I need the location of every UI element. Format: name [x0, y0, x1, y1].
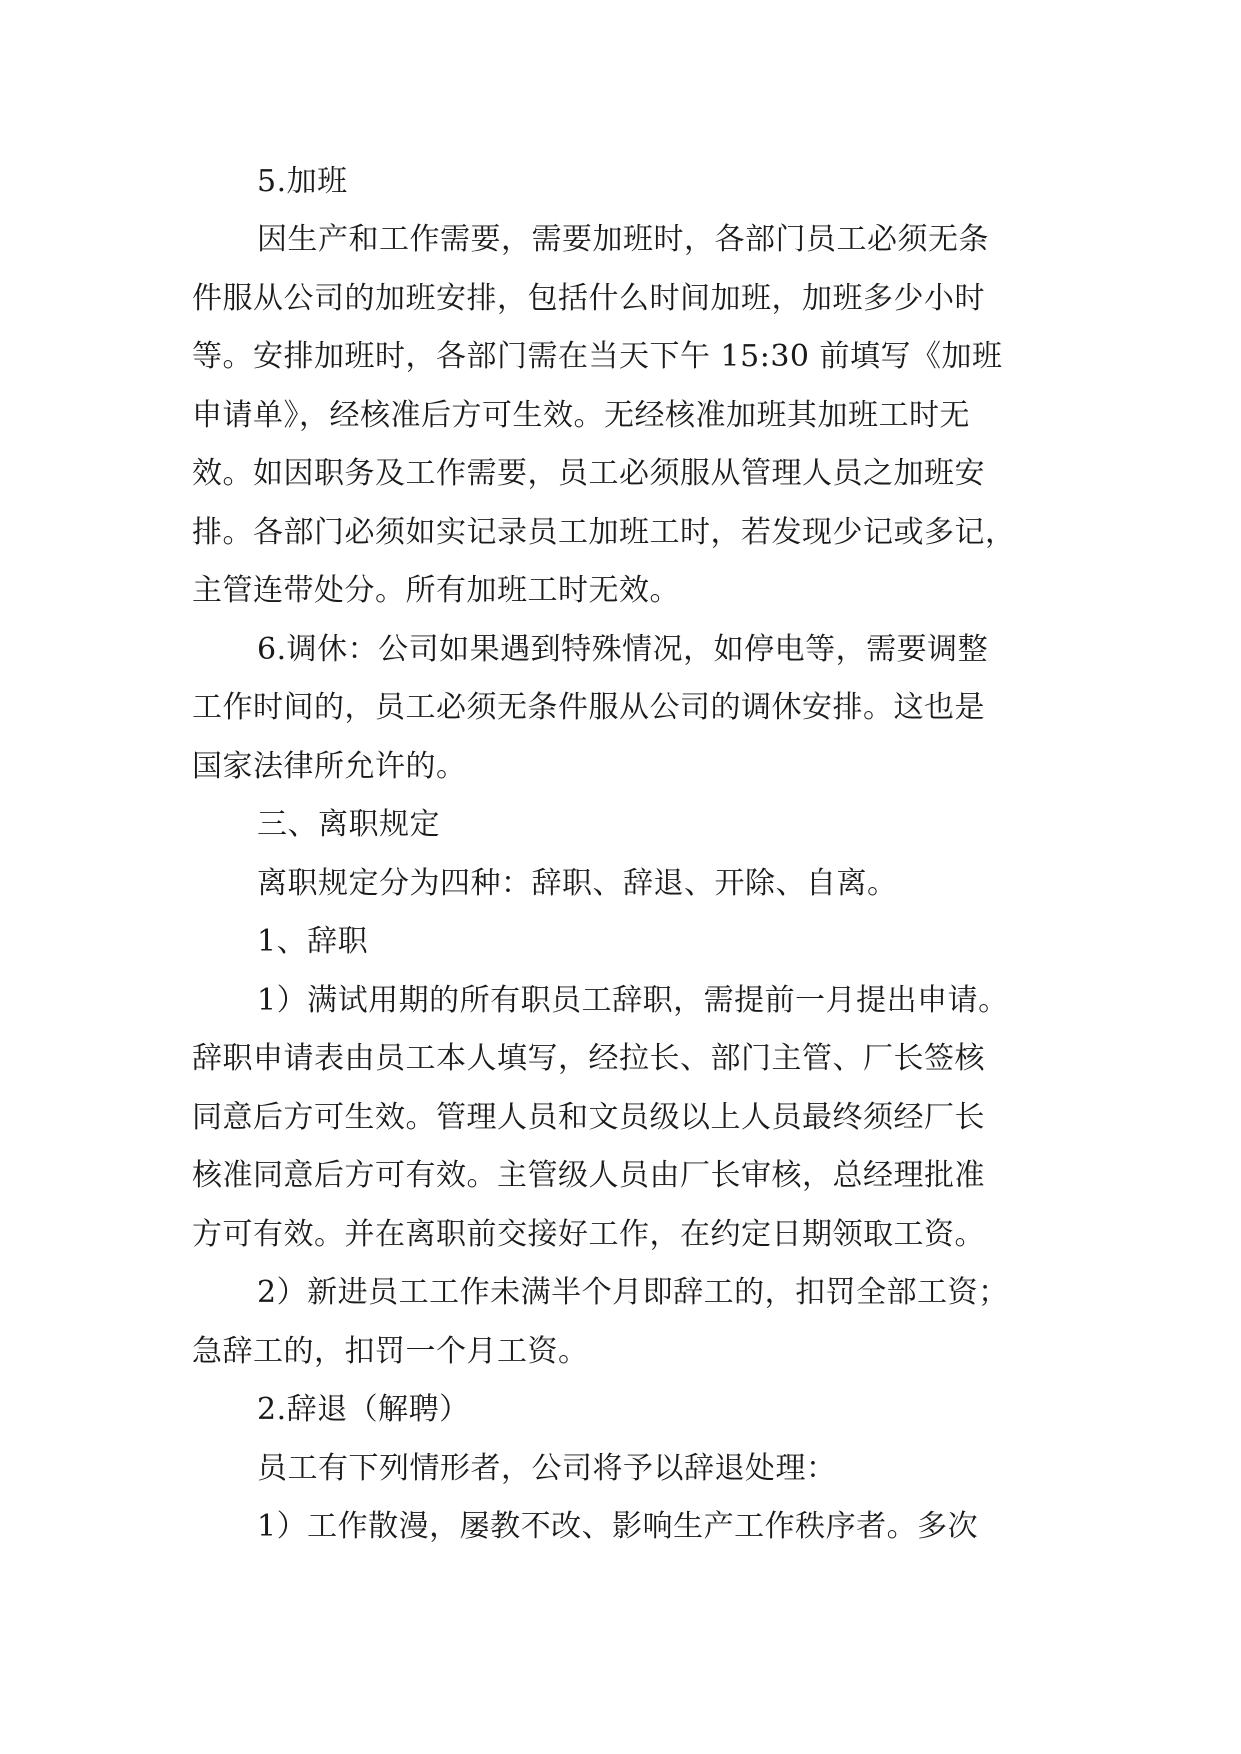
- paragraph-line: 员工有下列情形者，公司将予以辞退处理：: [257, 1451, 837, 1486]
- paragraph-line: 工作时间的，员工必须无条件服从公司的调休安排。这也是: [192, 690, 985, 725]
- paragraph-line: 效。如因职务及工作需要，员工必须服从管理人员之加班安: [192, 456, 985, 491]
- paragraph-line: 方可有效。并在离职前交接好工作，在约定日期领取工资。: [192, 1217, 985, 1252]
- paragraph-line: 1）满试用期的所有职员工辞职，需提前一月提出申请。: [257, 983, 1009, 1018]
- paragraph-line: 辞职申请表由员工本人填写，经拉长、部门主管、厂长签核: [192, 1041, 985, 1076]
- paragraph-line: 离职规定分为四种：辞职、辞退、开除、自离。: [257, 866, 898, 901]
- paragraph-line: 等。安排加班时，各部门需在当天下午 15:30 前填写《加班: [192, 339, 1003, 374]
- paragraph-line: 核准同意后方可有效。主管级人员由厂长审核，总经理批准: [192, 1158, 985, 1193]
- heading-resignation-rules: 三、离职规定: [257, 807, 440, 842]
- heading-overtime: 5.加班: [257, 164, 348, 199]
- paragraph-line: 因生产和工作需要，需要加班时，各部门员工必须无条: [257, 222, 989, 257]
- paragraph-line: 2）新进员工工作未满半个月即辞工的，扣罚全部工资；: [257, 1275, 1009, 1310]
- paragraph-line: 主管连带处分。所有加班工时无效。: [192, 573, 680, 608]
- paragraph-line: 排。各部门必须如实记录员工加班工时，若发现少记或多记，: [192, 515, 1016, 550]
- paragraph-line: 国家法律所允许的。: [192, 749, 467, 784]
- paragraph-line: 急辞工的，扣罚一个月工资。: [192, 1334, 589, 1369]
- paragraph-line: 1）工作散漫，屡教不改、影响生产工作秩序者。多次: [257, 1509, 979, 1544]
- paragraph-line: 件服从公司的加班安排，包括什么时间加班，加班多少小时: [192, 281, 985, 316]
- paragraph-line: 申请单》，经核准后方可生效。无经核准加班其加班工时无: [192, 398, 970, 433]
- paragraph-line: 同意后方可生效。管理人员和文员级以上人员最终须经厂长: [192, 1100, 985, 1135]
- heading-resignation: 1、辞职: [257, 924, 369, 959]
- paragraph-line-leave-adjust: 6.调休：公司如果遇到特殊情况，如停电等，需要调整: [257, 632, 989, 667]
- heading-dismissal: 2.辞退（解聘）: [257, 1392, 470, 1427]
